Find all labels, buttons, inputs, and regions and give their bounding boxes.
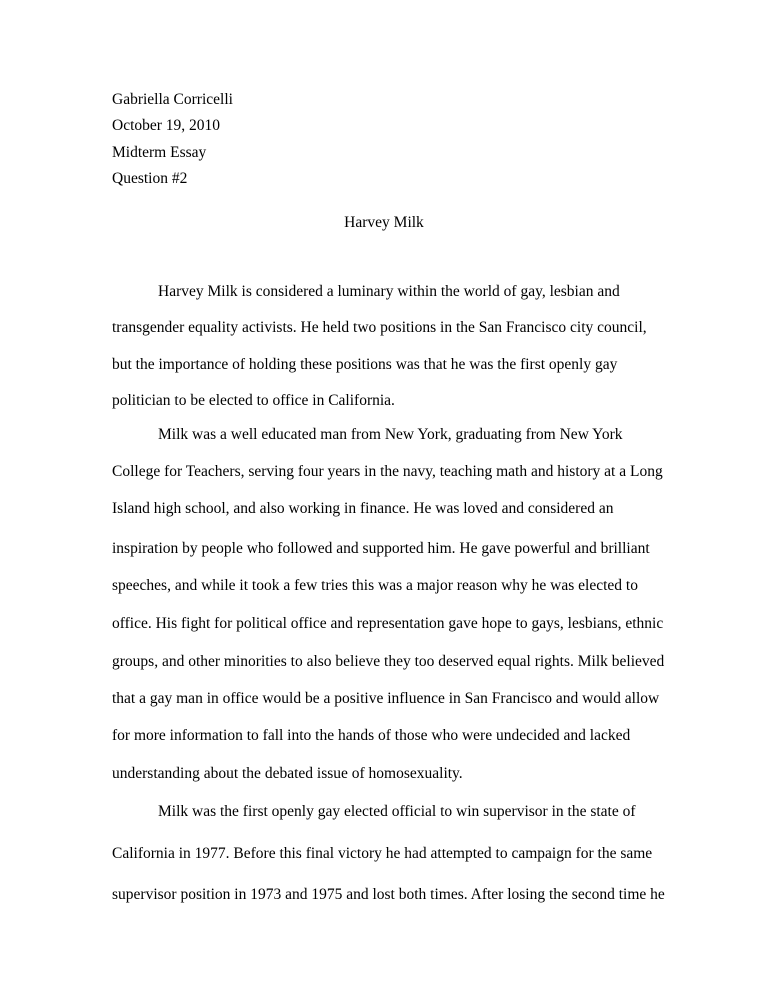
paragraph-line: College for Teachers, serving four years in the navy, teaching math and history at a Long	[112, 463, 663, 480]
paragraph-line: for more information to fall into the hands of those who were undecided and lacked	[112, 727, 631, 744]
paragraph-line: politician to be elected to office in California.	[112, 392, 395, 409]
paragraph-line: Milk was the first openly gay elected official to win supervisor in the state of	[158, 803, 636, 820]
essay-title: Harvey Milk	[344, 214, 424, 231]
paragraph-line: California in 1977. Before this final victory he had attempted to campaign for the same	[112, 845, 653, 862]
paragraph-line: Island high school, and also working in finance. He was loved and considered an	[112, 500, 614, 517]
paragraph-line: that a gay man in office would be a positive influence in San Francisco and would allow	[112, 690, 660, 707]
paragraph-line: Harvey Milk is considered a luminary within the world of gay, lesbian and	[158, 283, 620, 300]
paragraph-line: Milk was a well educated man from New York, graduating from New York	[158, 426, 623, 443]
paragraph-line: but the importance of holding these positions was that he was the first openly gay	[112, 356, 618, 373]
paragraph-line: office. His fight for political office and representation gave hope to gays, lesbians, ethnic	[112, 615, 664, 632]
paragraph-line: understanding about the debated issue of homosexuality.	[112, 765, 463, 782]
course-label: Midterm Essay	[112, 144, 207, 161]
paragraph-line: inspiration by people who followed and supported him. He gave powerful and brilliant	[112, 540, 650, 557]
essay-date: October 19, 2010	[112, 117, 221, 134]
author-name: Gabriella Corricelli	[112, 91, 233, 108]
paragraph-line: groups, and other minorities to also believe they too deserved equal rights. Milk believed	[112, 653, 665, 670]
paragraph-line: speeches, and while it took a few tries this was a major reason why he was elected to	[112, 577, 638, 594]
paragraph-line: transgender equality activists. He held two positions in the San Francisco city council,	[112, 319, 647, 336]
paragraph-line: supervisor position in 1973 and 1975 and lost both times. After losing the second time he	[112, 886, 665, 903]
question-label: Question #2	[112, 170, 188, 187]
